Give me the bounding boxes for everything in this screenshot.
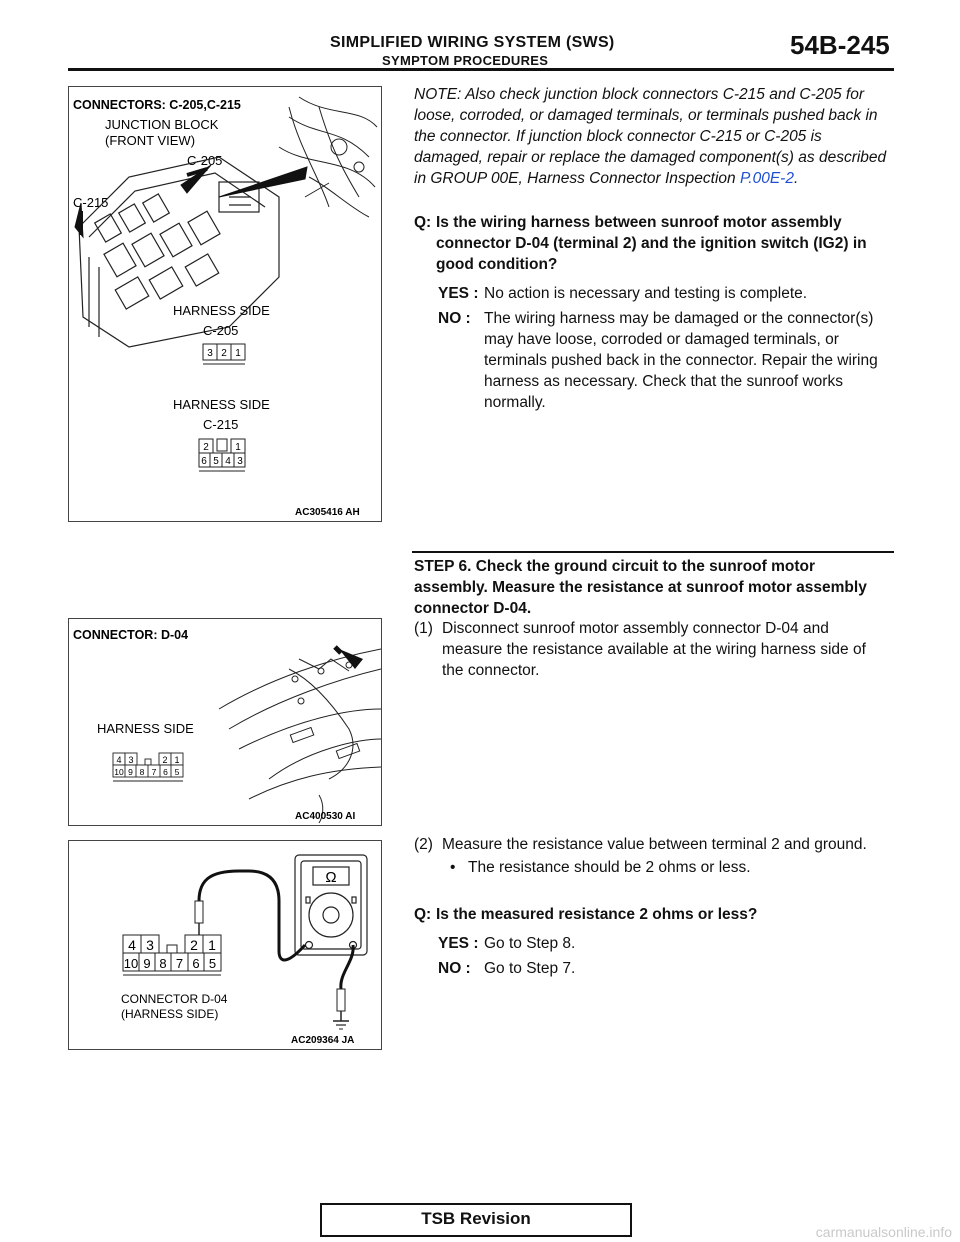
- c205-callout: C-205: [187, 153, 223, 168]
- note-end: .: [793, 170, 799, 187]
- d04-large-pin-2: 2: [190, 937, 198, 953]
- section-title: SIMPLIFIED WIRING SYSTEM (SWS): [330, 34, 615, 51]
- harness-side-label-1: HARNESS SIDE: [173, 303, 270, 318]
- answer-1-no: [414, 308, 890, 413]
- header-rule: [68, 68, 894, 71]
- d04-small-pin-2: 2: [162, 755, 168, 765]
- d04-large-pin-9: 9: [143, 956, 151, 971]
- question-1: [414, 212, 890, 275]
- answer-1-yes-text: No action is necessary and testing is complete.: [484, 285, 808, 302]
- bullet-text: The resistance should be 2 ohms or less.: [468, 859, 751, 876]
- question-2: [414, 904, 890, 925]
- answer-1-yes: [414, 283, 890, 304]
- connector-caption-2: (HARNESS SIDE): [121, 1007, 219, 1021]
- section-subtitle: SYMPTOM PROCEDURES: [382, 53, 549, 68]
- d04-large-pin-4: 4: [128, 937, 136, 953]
- item-2-text: Measure the resistance value between terminal 2 and ground.: [442, 836, 867, 853]
- item-1-text: Disconnect sunroof motor assembly connector D-04 and measure the resistance available at the wiring harness side of the connector.: [442, 620, 866, 679]
- jb-label-line2: (FRONT VIEW): [105, 133, 196, 148]
- d04-large-pin-8: 8: [159, 956, 167, 971]
- d04-large-pin-7: 7: [175, 956, 184, 971]
- answer-2-yes-label: YES :: [438, 935, 479, 952]
- answer-2-yes-text: Go to Step 8.: [484, 935, 576, 952]
- d04-large-pin-5: 5: [208, 956, 217, 971]
- step-6-heading: STEP 6. Check the ground circuit to the sunroof motor assembly. Measure the resistance at sunroof motor assembly connector D-04.: [414, 558, 867, 617]
- connector-c215-label: C-215: [203, 417, 239, 432]
- d04-small-pin-6: 6: [163, 767, 168, 777]
- tsb-revision-box: [320, 1203, 632, 1237]
- d04-small-pin-8: 8: [139, 767, 145, 777]
- harness-side-label: HARNESS SIDE: [97, 721, 194, 736]
- figure2-title: CONNECTOR: D-04: [73, 628, 189, 642]
- c205-pin-1: 1: [235, 348, 241, 359]
- note-paragraph: [414, 84, 890, 189]
- bullet-dot: •: [450, 859, 456, 876]
- question-1-block: [414, 212, 890, 413]
- jb-label-line1: JUNCTION BLOCK: [105, 117, 219, 132]
- tsb-revision-label: TSB Revision: [421, 1209, 531, 1228]
- d04-small-pin-3: 3: [128, 755, 134, 765]
- c215-pin-2: 2: [203, 442, 209, 453]
- callout-arrow: [339, 649, 363, 669]
- c215-pin-6: 6: [201, 456, 207, 467]
- junction-block-illustration: [79, 157, 279, 347]
- figure-junction-block: [68, 86, 382, 522]
- connector-d04-diagram: [69, 619, 381, 825]
- c215-pin-1: 1: [235, 442, 241, 453]
- d04-small-pin-7: 7: [151, 767, 157, 777]
- question-1-label: Q:: [414, 214, 432, 231]
- c215-pin-4: 4: [225, 456, 231, 467]
- c205-pin-2: 2: [221, 348, 227, 359]
- callout-arrows: [75, 165, 307, 237]
- step-6-item-2: [414, 834, 890, 878]
- c205-pin-3: 3: [207, 348, 213, 359]
- d04-small-pin-4: 4: [116, 755, 122, 765]
- step-6-item-1: [414, 618, 890, 681]
- note-text: NOTE: Also check junction block connectors C-215 and C-205 for loose, corroded, or damaged terminals, or terminals pushed back in the connector. If junction block connector C-215 or C-205 is damaged, repair or replace the damaged component(s) as described in GROUP 00E, Harness Connector Inspection: [414, 86, 887, 187]
- figure1-code: AC305416 AH: [295, 507, 360, 518]
- harness-side-label-2: HARNESS SIDE: [173, 397, 270, 412]
- c215-pin-3: 3: [237, 456, 243, 467]
- callout-arrow-tail: [335, 647, 341, 653]
- step-rule: [412, 551, 894, 553]
- figure2-code: AC400530 AI: [295, 811, 356, 822]
- answer-2-yes: [414, 933, 890, 954]
- answer-2-no-label: NO :: [438, 960, 471, 977]
- c215-pin-5: 5: [213, 456, 219, 467]
- d04-small-pin-5: 5: [174, 767, 180, 777]
- item-2-label: (2): [414, 836, 433, 853]
- question-2-block: [414, 904, 890, 979]
- harness-illustration: [279, 97, 377, 217]
- d04-large-pin-1: 1: [208, 937, 216, 953]
- d04-large-pin-6: 6: [192, 956, 200, 971]
- d04-small-pin-9: 9: [128, 767, 133, 777]
- figure1-title: CONNECTORS: C-205,C-215: [73, 98, 241, 112]
- answer-1-no-text: The wiring harness may be damaged or the connector(s) may have loose, corroded or damaged terminals, or terminals pushed back in the connector. Repair the wiring harness as necessary. Check that the sunroof works normally.: [484, 310, 878, 411]
- answer-1-no-label: NO :: [438, 310, 471, 327]
- question-2-label: Q:: [414, 906, 432, 923]
- probe-positive: [195, 901, 203, 935]
- note-link[interactable]: P.00E-2: [739, 170, 794, 187]
- page-number: 54B-245: [790, 30, 890, 60]
- watermark: carmanualsonline.info: [815, 1224, 952, 1240]
- probe-ground: [333, 989, 349, 1029]
- d04-small-pin-10: 10: [114, 767, 124, 777]
- d04-large-pin-10: 10: [123, 956, 139, 971]
- item-1-label: (1): [414, 620, 433, 637]
- answer-1-yes-label: YES :: [438, 285, 479, 302]
- figure-resistance-measurement: [68, 840, 382, 1050]
- figure3-code: AC209364 JA: [291, 1035, 355, 1046]
- connector-c205-label: C-205: [203, 323, 239, 338]
- connector-caption-1: CONNECTOR D-04: [121, 992, 228, 1006]
- question-1-text: Is the wiring harness between sunroof motor assembly connector D-04 (terminal 2) and the ignition switch (IG2) in good condition?: [436, 214, 867, 273]
- junction-block-diagram: [69, 87, 381, 521]
- d04-small-pin-1: 1: [174, 755, 180, 765]
- resistance-measurement-diagram: [69, 841, 381, 1049]
- c215-callout: C-215: [73, 195, 109, 210]
- vehicle-roof-illustration: [219, 649, 381, 823]
- question-2-text: Is the measured resistance 2 ohms or less?: [436, 906, 758, 923]
- d04-large-pin-3: 3: [146, 937, 154, 953]
- bullet-item: [450, 857, 890, 878]
- answer-2-no-text: Go to Step 7.: [484, 960, 576, 977]
- figure-connector-d04: [68, 618, 382, 826]
- ohm-symbol: Ω: [325, 869, 337, 886]
- answer-2-no: [414, 958, 890, 979]
